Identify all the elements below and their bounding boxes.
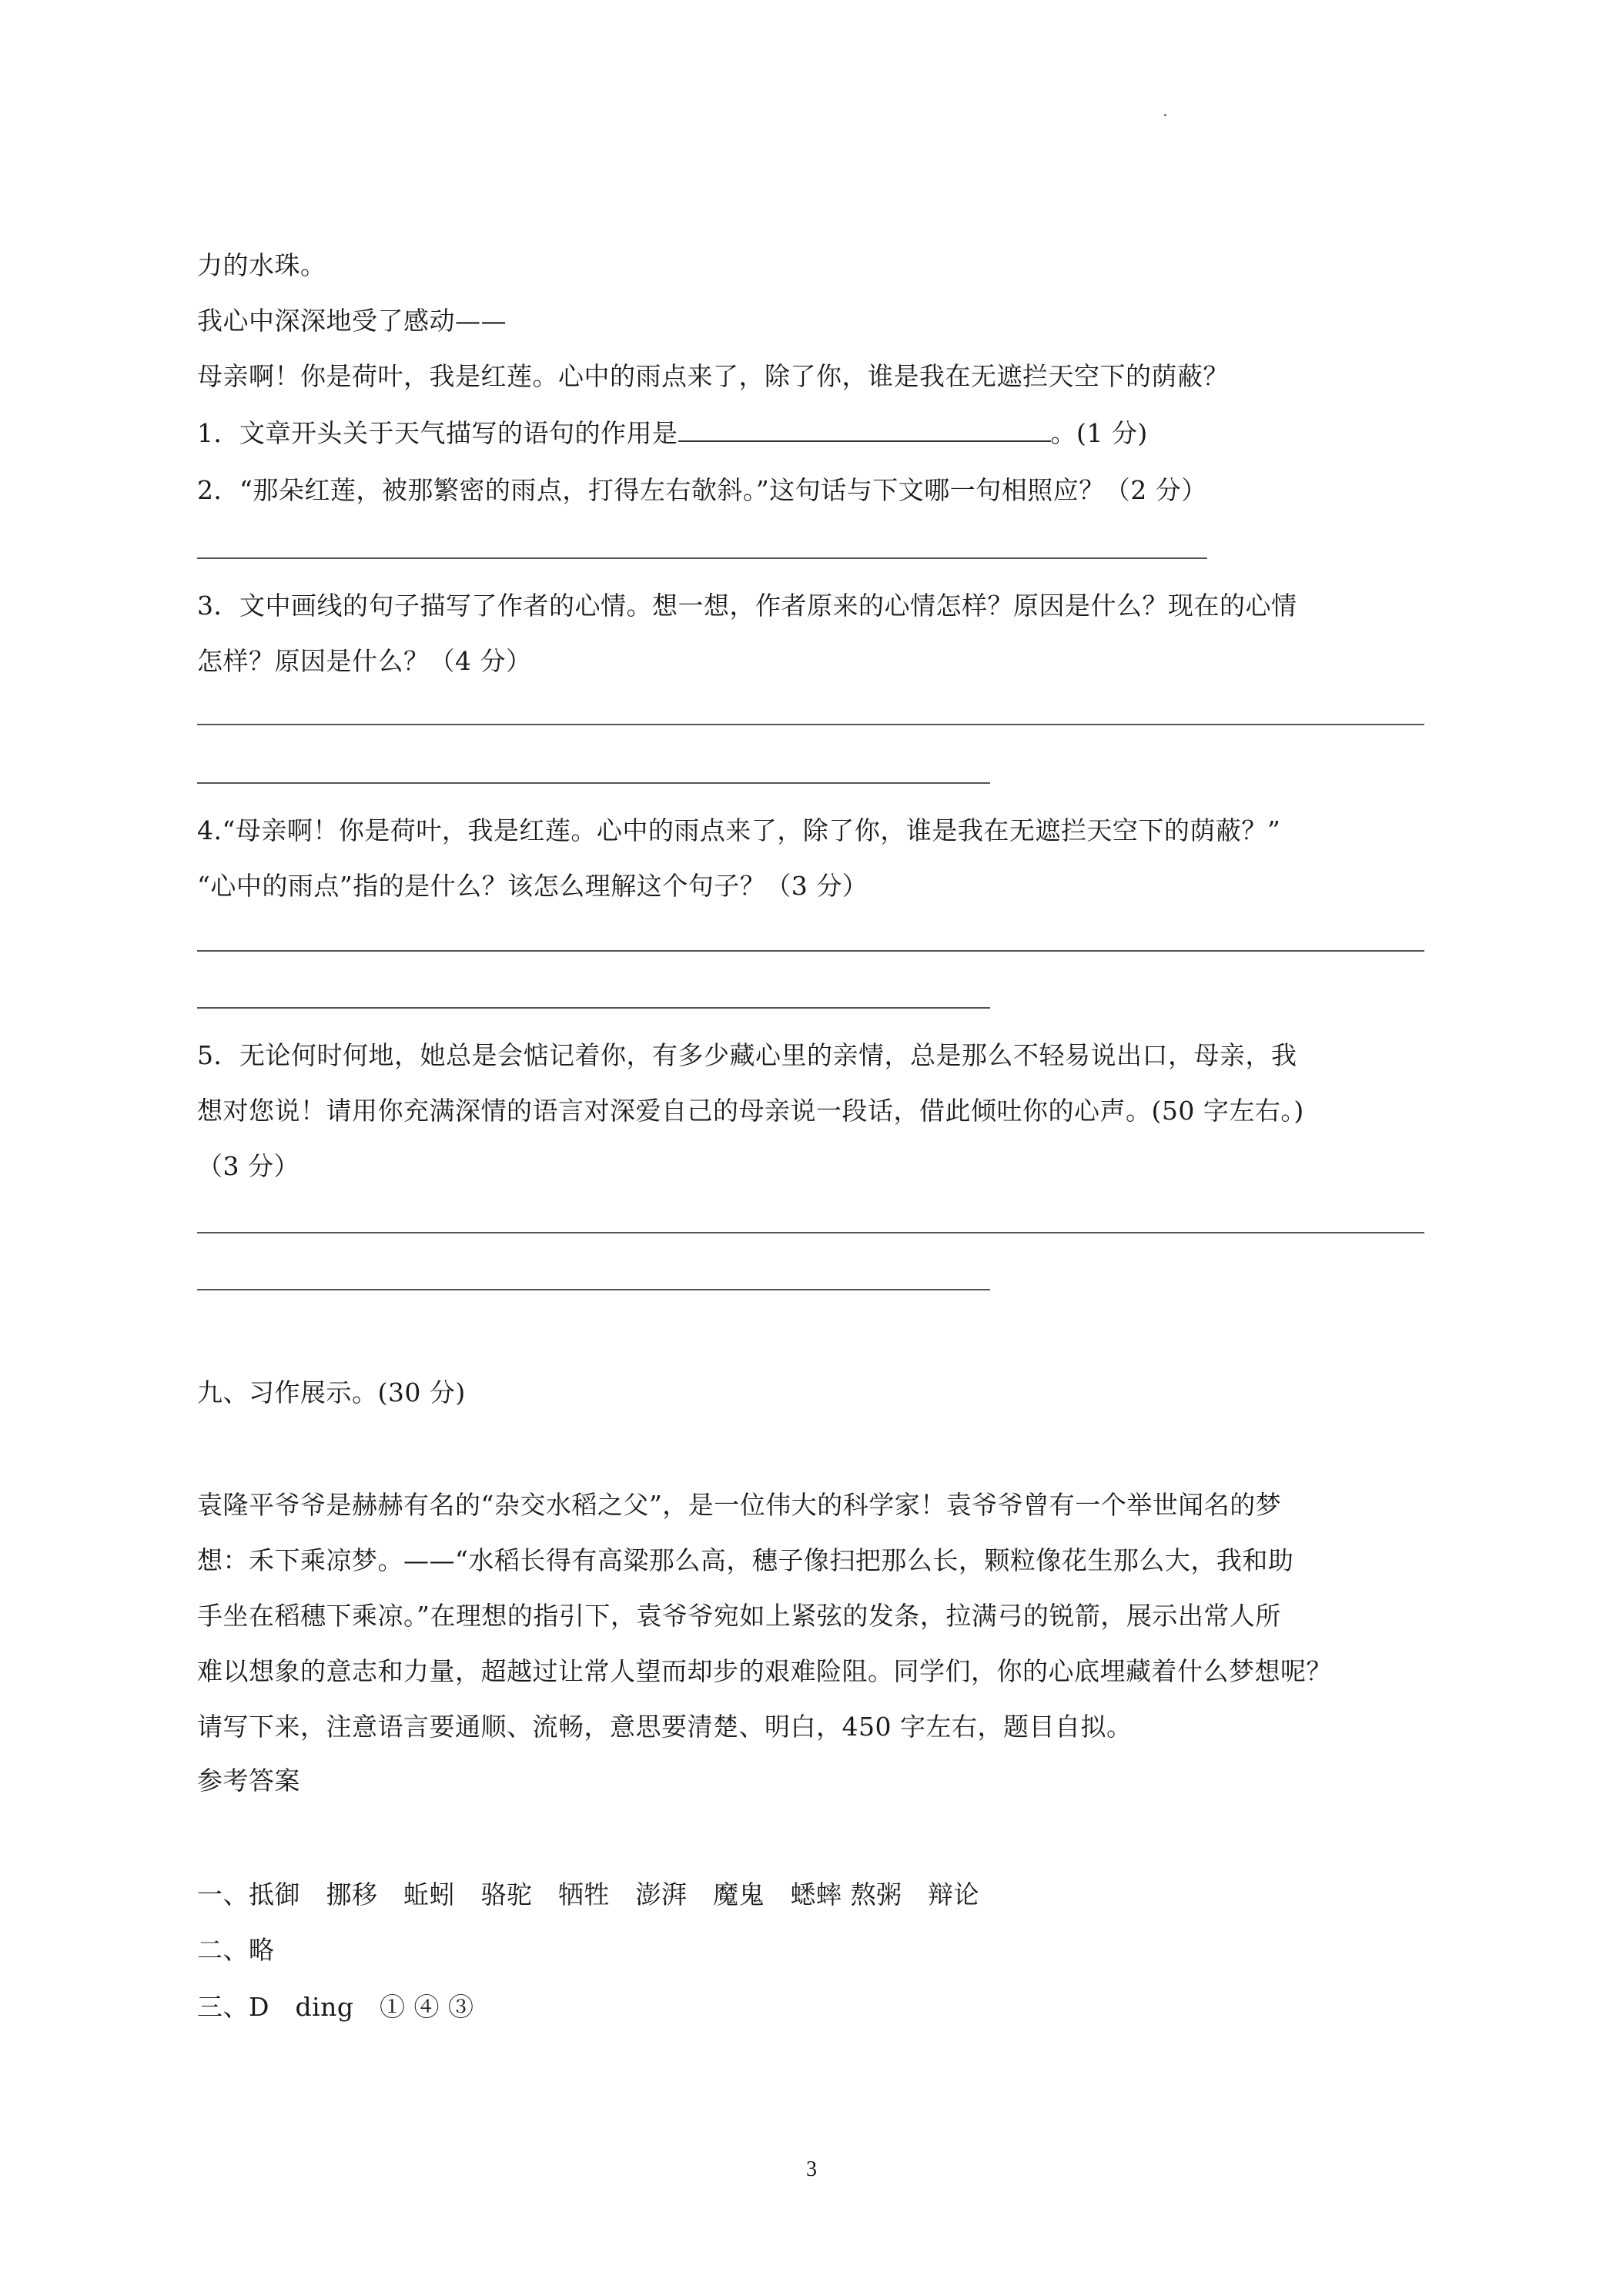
section-9-prompt-line-5: 请写下来，注意语言要通顺、流畅，意思要清楚、明白，450 字左右，题目自拟。 [197, 1712, 1133, 1742]
section-9-prompt-line-3: 手坐在稻穗下乘凉。”在理想的指引下，袁爷爷宛如上紧弦的发条，拉满弓的锐箭，展示出常人所 [197, 1601, 1281, 1631]
answers-heading: 参考答案 [197, 1766, 300, 1796]
section-9-prompt-line-4: 难以想象的意志和力量，超越过让常人望而却步的艰难险阻。同学们，你的心底埋藏着什么梦想呢？ [197, 1656, 1332, 1686]
section-9-prompt-line-2: 想：禾下乘凉梦。——“水稻长得有高粱那么高，穗子像扫把那么长，颗粒像花生那么大，我和助 [197, 1545, 1294, 1575]
passage-line-3: 母亲啊！你是荷叶，我是红莲。心中的雨点来了，除了你，谁是我在无遮拦天空下的荫蔽？ [197, 361, 1229, 391]
question-1-text: 1．文章开头关于天气描写的语句的作用是 [197, 418, 678, 448]
answer-section-1: 一、抵御 挪移 蚯蚓 骆驼 牺牲 澎湃 魔鬼 蟋蟀 熬粥 辩论 [197, 1879, 979, 1909]
question-3-answer-line-1[interactable] [197, 724, 1424, 725]
section-9-prompt-line-1: 袁隆平爷爷是赫赫有名的“杂交水稻之父”，是一位伟大的科学家！袁爷爷曾有一个举世闻名的梦 [197, 1490, 1282, 1520]
question-5-answer-line-2[interactable] [197, 1289, 990, 1290]
question-1-score: 。(1 分) [1050, 418, 1148, 448]
question-1-answer-blank[interactable] [678, 440, 1051, 442]
question-2: 2．“那朵红莲，被那繁密的雨点，打得左右欹斜。”这句话与下文哪一句相照应？（2 分） [197, 475, 1207, 505]
question-4-answer-line-1[interactable] [197, 950, 1424, 952]
question-5-line-3: （3 分） [197, 1151, 300, 1181]
answer-section-2: 二、略 [197, 1935, 275, 1965]
question-3-answer-line-2[interactable] [197, 782, 990, 784]
question-4-line-1: 4.“母亲啊！你是荷叶，我是红莲。心中的雨点来了，除了你，谁是我在无遮拦天空下的荫蔽？” [197, 815, 1281, 845]
question-2-answer-line[interactable] [197, 557, 1207, 559]
passage-line-1: 力的水珠。 [197, 250, 326, 280]
question-3-line-2: 怎样？原因是什么？（4 分） [197, 646, 532, 676]
question-5-line-1: 5．无论何时何地，她总是会惦记着你，有多少藏心里的亲情，总是那么不轻易说出口，母亲，我 [197, 1040, 1297, 1070]
question-5-answer-line-1[interactable] [197, 1232, 1424, 1233]
question-3-line-1: 3．文中画线的句子描写了作者的心情。想一想，作者原来的心情怎样？原因是什么？现在的心情 [197, 591, 1297, 621]
question-5-line-2: 想对您说！请用你充满深情的语言对深爱自己的母亲说一段话，借此倾吐你的心声。(50 字左右。) [197, 1096, 1304, 1126]
answer-section-3: 三、D ding ① ④ ③ [197, 1992, 474, 2022]
page-number: 3 [806, 2157, 817, 2181]
passage-line-2: 我心中深深地受了感动—— [197, 306, 507, 336]
section-9-heading: 九、习作展示。(30 分) [197, 1377, 466, 1407]
question-4-line-2: “心中的雨点”指的是什么？该怎么理解这个句子？（3 分） [197, 871, 868, 901]
corner-dot [1164, 114, 1166, 116]
question-4-answer-line-2[interactable] [197, 1007, 990, 1009]
question-1 [197, 420, 1148, 446]
